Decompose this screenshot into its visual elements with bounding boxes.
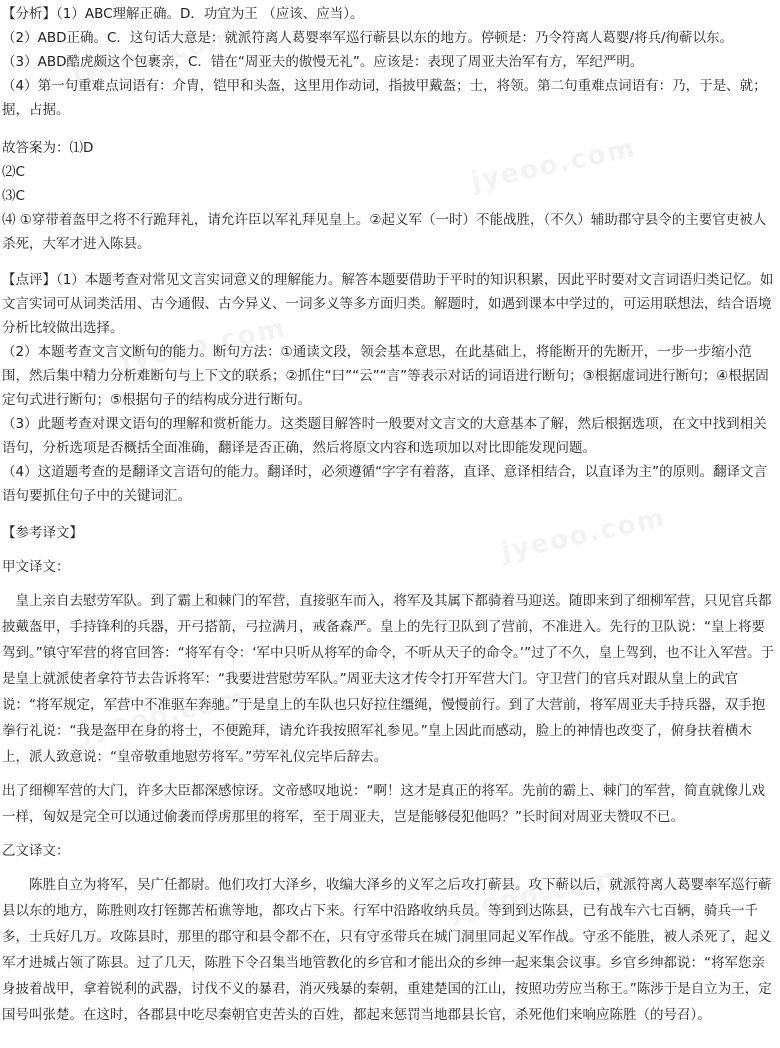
jia-paragraph-2: 出了细柳军营的大门，许多大臣都深感惊讶。文帝感叹地说：“啊！这才是真正的将军。先前的霸上、棘门的军营，简直就像儿戏一样，匈奴是完全可以通过偷袭而俘虏那里的将军，至于周亚夫，岂是能够侵犯他吗？”长时间对周亚夫赞叹不已。	[2, 783, 765, 825]
answer-line-4: ⑷ ①穿带着盔甲之将不行跪拜礼，请允许臣以军礼拜见皇上。②起义军（一时）不能战胜，（不久）辅助郡守县令的主要官吏被人杀死，大军才进入陈县。	[2, 212, 767, 252]
comment-line-2: （2）本题考查文言文断句的能力。断句方法：①通读文段，领会基本意思，在此基础上，将能断开的先断开，一步一步缩小范围，然后集中精力分析难断句与上下文的联系；②抓住“曰”“云”“言”等表示对话的词语进行断句；③根据虚词进行断句；④根据固定句式进行断句；⑤根据句子的结构成分进行断句。	[2, 344, 769, 408]
watermark: jyeoo.com	[68, 22, 239, 88]
analysis-line-4: （4）第一句重难点词语有：介胄，铠甲和头盔，这里用作动词，指披甲戴盔；士，将领。第二句重难点词语有：乃，于是、就；据，占据。	[2, 78, 767, 118]
analysis-line-1: 【分析】（1）ABC理解正确。D．功宜为王 （应该、应当）。	[2, 6, 364, 22]
answer-line-1: 故答案为：⑴D	[2, 140, 94, 156]
reference-section	[2, 520, 776, 1028]
comment-line-4: （4）这道题考查的是翻译文言语句的能力。翻译时，必须遵循“字字有着落，直译、意译相结合，以直译为主”的原则。翻译文言语句要抓住句子中的关键词汇。	[2, 464, 768, 504]
answer-line-2: ⑵C	[2, 164, 25, 180]
yi-heading: 乙文译文：	[2, 843, 70, 859]
jia-paragraph-1: 皇上亲自去慰劳军队。到了霸上和棘门的军营，直接驱车而入，将军及其属下都骑着马迎送。随即来到了细柳军营，只见官兵都披戴盔甲，手持锋利的兵器，开弓搭箭，弓拉满月，戒备森严。皇上的先行卫队到了营前，不准进入。先行的卫队说：“皇上将要驾到。”镇守军营的将官回答：“将军有令：‘军中只听从将军的命令，不听从天子的命令。’”过了不久，皇上驾到，也不让入军营。于是皇上就派使者拿符节去告诉将军：“我要进营慰劳军队。”周亚夫这才传令打开军营大门。守卫营门的官兵对跟从皇上的武官说：“将军规定，军营中不准驱车奔驰。”于是皇上的车队也只好拉住缰绳，慢慢前行。到了大营前，将军周亚夫手持兵器，双手抱拳行礼说：“我是盔甲在身的将士，不便跪拜，请允许我按照军礼参见。”皇上因此而感动，脸上的神情也改变了，俯身扶着横木上，派人致意说：“皇帝敬重地慰劳将军。”劳军礼仪完毕后辞去。	[2, 593, 775, 765]
jia-heading: 甲文译文：	[2, 559, 70, 575]
watermark: jyeoo.com	[498, 502, 669, 568]
answer-section	[2, 136, 776, 256]
analysis-line-3: （3）ABD酷虎颇这个包裹亲，C．错在“周亚夫的傲慢无礼”。应该是：表现了周亚夫治军有方，军纪严明。	[2, 54, 644, 70]
watermark: jyeoo.com	[448, 862, 619, 928]
comment-section	[2, 268, 776, 508]
watermark: jyeoo.com	[78, 682, 249, 748]
yi-paragraph-1: 陈胜自立为将军，吴广任都尉。他们攻打大泽乡，收编大泽乡的义军之后攻打蕲县。攻下蕲以后，就派符离人葛婴率军巡行蕲县以东的地方，陈胜则攻打铚酂苦柘谯等地，都攻占下来。行军中沿路收纳兵员。等到到达陈县，已有战车六七百辆，骑兵一千多，士兵好几万。攻陈县时，那里的郡守和县令都不在，只有守丞带兵在城门洞里同起义军作战。守丞不能胜，被人杀死了，起义军才进城占领了陈县。过了几天，陈胜下令召集当地管教化的乡官和才能出众的乡绅一起来集会议事。乡官乡绅都说：“将军您亲身披着战甲，拿着锐利的武器，讨伐不义的暴君，消灭残暴的秦朝，重建楚国的江山，按照功劳应当称王。”陈涉于是自立为王，定国号叫张楚。在这时，各郡县中吃尽秦朝官吏苦头的百姓，都起来惩罚当地郡县长官，杀死他们来响应陈胜（的号召）。	[2, 877, 772, 1023]
answer-line-3: ⑶C	[2, 188, 25, 204]
analysis-section	[2, 2, 776, 122]
comment-line-3: （3）此题考查对课文语句的理解和赏析能力。这类题目解答时一般要对文言文的大意基本了解，然后根据选项，在文中找到相关语句，分析选项是否概括全面准确，翻译是否正确，然后将原文内容和选项加以对比即能发现问题。	[2, 416, 767, 456]
reference-heading: 【参考译文】	[2, 525, 83, 541]
analysis-line-2: （2）ABD正确。C．这句话大意是：就派符离人葛婴率军巡行蕲县以东的地方。停顿是：乃令符离人葛婴/将兵/徇蕲以东。	[2, 30, 734, 46]
watermark: jyeoo.com	[118, 312, 289, 378]
comment-line-1: 【点评】（1）本题考查对常见文言实词意义的理解能力。解答本题要借助于平时的知识积累，因此平时要对文言词语归类记忆。如文言实词可从词类活用、古今通假、古今异义、一词多义等多方面归类。解题时，如遇到课本中学过的，可运用联想法，结合语境分析比较做出选择。	[2, 272, 774, 336]
watermark: jyeoo.com	[468, 132, 639, 198]
